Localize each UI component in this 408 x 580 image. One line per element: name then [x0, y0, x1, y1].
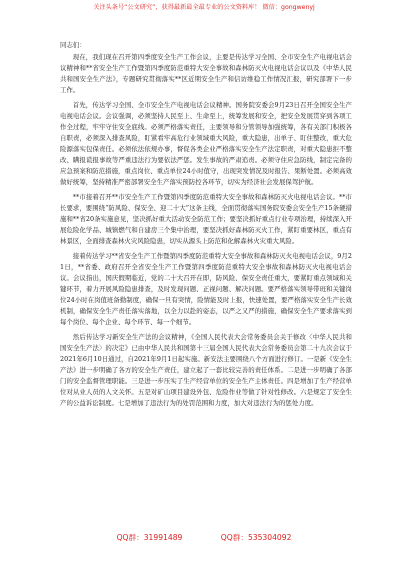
paragraph-national-meeting: 首先，传达学习全国、全市安全生产电视电话会议精神。国务院安委会9月23日召开全国安全生产电视电话会议。会议强调，必须坚持人民至上、生命至上，统筹发展和安全，把安全发展贯穿到各项工作全过程，牢牢守住安全底线。必须严格落实责任，主要领导和分管领导加强统筹，各有关部门积极各自职责，必须深入排查风险，盯紧看牢高危行业领域重大风险，重大隐患，出单子、盯住整改，重大危险源落实包保责任。必须依法依规办事，督促各类企业严格落实安全生产法定职责，对重大隐患拒不整改、瞒报谎报事故等严重违法行为要依法严惩。发生事故的严肃追责。必须守住应急防线，制定完备的应急预案和防范措施，重点岗位、重点单位24小时值守，出现突发情况及时报告、果断处置。必须高效做好统筹，坚持精准严密部署安全生产落实预防控各环节，切实为经济社会发展保驾护航。 [60, 101, 352, 186]
document-body [60, 40, 352, 413]
salutation: 同志们： [60, 41, 86, 49]
qq-group-1: QQ群：31991489 [116, 533, 183, 542]
paragraph-city-meeting: **市接着召开**市安全生产工作暨第四季度防范重特大安全事故和森林防灭火电视电话会议。**市长要求，要围绕“防风险、保安全、迎二十大”这条主线，全面贯彻落实国务院安委会安全生产15条硬措施和**省20条实施意见，坚决抓好重大活动安全防范工作；要坚决抓好重点行业专项治理，持续深入开展危险化学品、城镇燃气和自建房三个集中治理，要坚决抓好森林防灭火工作，紧盯重要林区，重点有林景区，全面排查森林火灾风险隐患，切实从源头上防范和化解森林火灾重大风险。 [60, 193, 352, 245]
footer-qq-groups [0, 532, 408, 543]
paragraph-province-meeting: 接着传达学习**省安全生产工作暨第四季度防范重特大安全事故和森林防灭火电视电话会议，9月21日，**省委、政府召开全省安全生产工作暨第四季度防范重特大安全事故和森林防灭火电视电话会议。会议指出，国庆假期临近，党的二十大召开在即，防风险、保安全责任重大，要紧盯重点领域和关键环节，着力开展风险隐患排查，及时发现问题、正视问题、解决问题。要严格落实领导带班和关键岗位24小时在岗值班备勤制度，确保一旦有突情，险情能及时上报，快速处置，要严格落实安全生产长效机制，确保安全生产责任落实落地，以全力以赴的姿态，以严之又严的措施，确保安全生产要求落实到每个岗位、每个企业、每个环节、每一个细节。 [60, 252, 352, 326]
promo-banner: 关注头条号“公文研究”，获得最新最全最专业的公文资料库！ 微信：gongwenyj [93, 4, 315, 11]
qq-group-2: QQ群：535304092 [220, 533, 292, 542]
paragraph-intro: 现在，我们现在召开第四季度安全生产工作会议，主要是传达学习全国、全市安全生产电视电话会议精神和**省安全生产工作暨第四季度防范重特大安全事故和森林防灭火电视电话会议以及《中华人民共和国安全生产法》，专题研究贯彻落实**区近期安全生产和信访维稳工作情况汇报，研究部署下一步工作。 [60, 53, 352, 94]
paragraph-safety-law: 然后传达学习新安全生产法的会议精神，《全国人民代表大会常务委员会关于修改〈中华人民共和国安全生产法〉的决定》已由中华人民共和国第十三届全国人民代表大会常务委员会第二十九次会议于2021年6月10日通过，自2021年9月1日起实施。新安法主要围绕八个方面进行修订。一是新《安全生产法》进一步明确了各方的安全生产责任，建立起了一套比较完善的责任体系。二是进一步明确了各部门的安全监督管理职能。三是进一步压实了生产经营单位的安全生产主体责任。四是增加了生产经营单位对从业人员的人文关怀。五是对矿山项目建设外包、危险作业等做了针对性修改。六是规定了安全生产的公益诉讼制度。七是增加了违法行为的处罚范围和力度，加大对违法行为的惩处力度。 [60, 333, 352, 407]
